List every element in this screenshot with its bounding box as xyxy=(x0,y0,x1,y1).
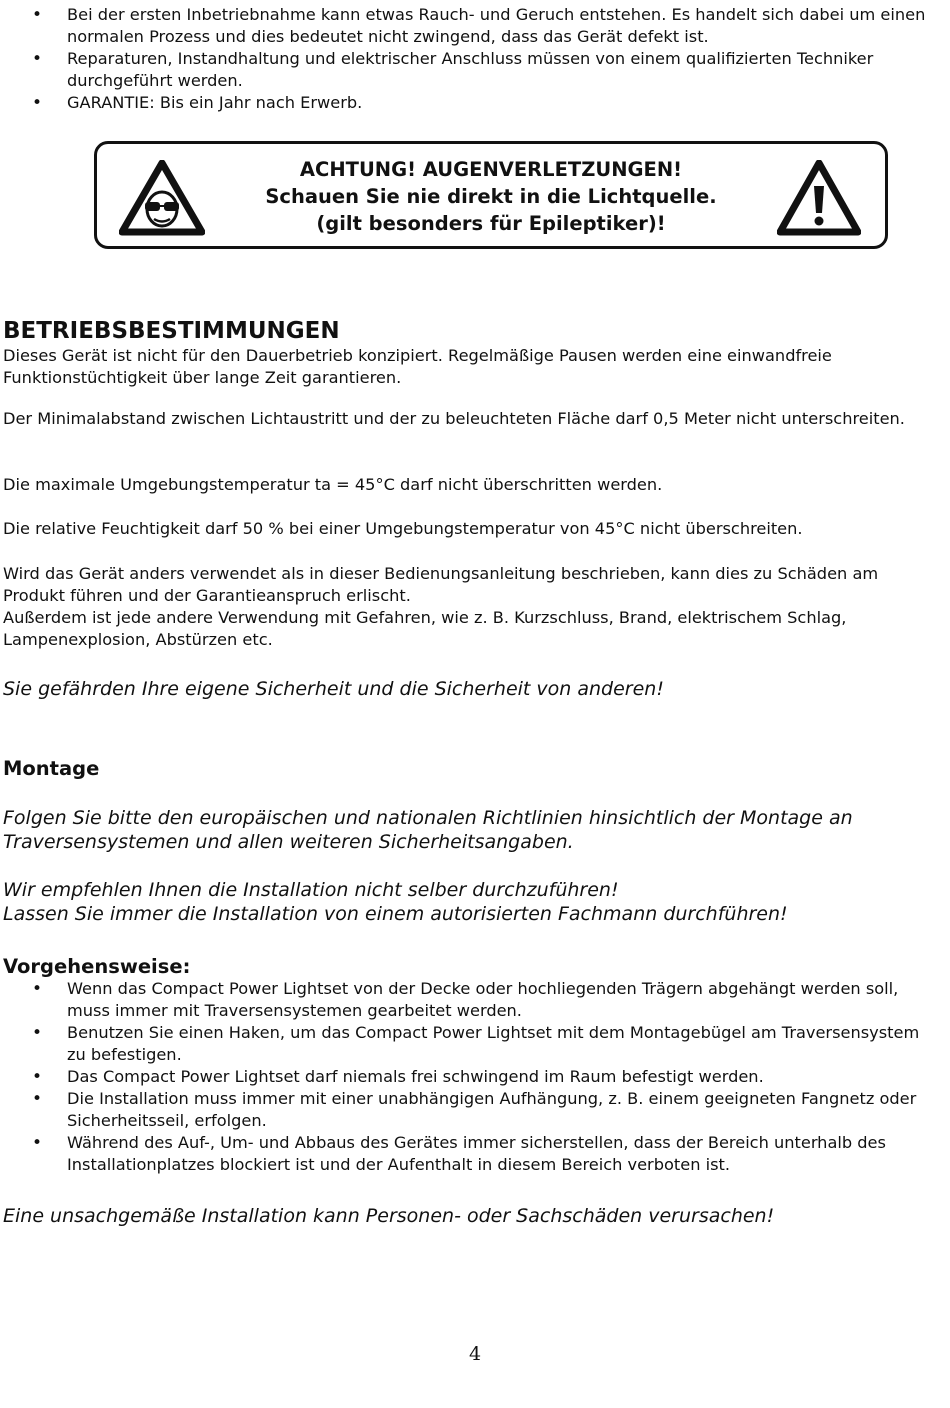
warning-line: ACHTUNG! AUGENVERLETZUNGEN! xyxy=(299,158,683,181)
exclamation-warning-icon xyxy=(777,160,861,236)
closing-note: Eine unsachgemäße Installation kann Personen- oder Sachschäden verursachen! xyxy=(3,1205,775,1227)
goggles-warning-icon xyxy=(119,160,205,236)
paragraph: Außerdem ist jede andere Verwendung mit Gefahren, wie z. B. Kurzschluss, Brand, elektrischem Schlag, Lampenexplosion, Abstürzen etc. xyxy=(3,608,847,649)
section-heading-betriebsbestimmungen: BETRIEBSBESTIMMUNGEN xyxy=(3,318,340,344)
list-item: • Wenn das Compact Power Lightset von der Decke oder hochliegenden Trägern abgehängt werden soll, muss immer mit Traversensystemen gearbeitet werden. xyxy=(0,978,930,1022)
warning-line: (gilt besonders für Epileptiker)! xyxy=(316,212,666,235)
section-heading-vorgehensweise: Vorgehensweise: xyxy=(3,955,191,978)
section-heading-montage: Montage xyxy=(3,757,100,780)
procedure-bullet-list xyxy=(0,978,930,1176)
paragraph: Dieses Gerät ist nicht für den Dauerbetrieb konzipiert. Regelmäßige Pausen werden eine einwandfreie Funktionstüchtigkeit über lange Zeit garantieren. xyxy=(3,346,832,387)
safety-note: Sie gefährden Ihre eigene Sicherheit und die Sicherheit von anderen! xyxy=(3,678,664,700)
paragraph: Wird das Gerät anders verwendet als in dieser Bedienungsanleitung beschrieben, kann dies zu Schäden am Produkt führen und der Garantieanspruch erlischt. xyxy=(3,564,879,605)
list-item: • Während des Auf-, Um- und Abbaus des Gerätes immer sicherstellen, dass der Bereich unterhalb des Installationplatzes blockiert ist und der Aufenthalt in diesem Bereich verboten ist. xyxy=(0,1132,930,1176)
list-item: • Die Installation muss immer mit einer unabhängigen Aufhängung, z. B. einem geeigneten Fangnetz oder Sicherheitsseil, erfolgen. xyxy=(0,1088,930,1132)
list-item: • Reparaturen, Instandhaltung und elektrischer Anschluss müssen von einem qualifizierten Techniker durchgeführt werden. xyxy=(0,48,930,92)
paragraph: Die relative Feuchtigkeit darf 50 % bei einer Umgebungstemperatur von 45°C nicht überschreiten. xyxy=(3,519,803,538)
page-number: 4 xyxy=(468,1343,482,1365)
intro-bullet-list xyxy=(0,4,930,114)
warning-line: Schauen Sie nie direkt in die Lichtquelle. xyxy=(265,185,717,208)
list-item: • Bei der ersten Inbetriebnahme kann etwas Rauch- und Geruch entstehen. Es handelt sich dabei um einen normalen Prozess und dies bedeutet nicht zwingend, dass das Gerät defekt ist. xyxy=(0,4,930,48)
paragraph: Die maximale Umgebungstemperatur ta = 45°C darf nicht überschritten werden. xyxy=(3,475,663,494)
list-item: • Benutzen Sie einen Haken, um das Compact Power Lightset mit dem Montagebügel am Traversensystem zu befestigen. xyxy=(0,1022,930,1066)
list-item: • GARANTIE: Bis ein Jahr nach Erwerb. xyxy=(0,92,930,114)
paragraph: Wir empfehlen Ihnen die Installation nicht selber durchzuführen! xyxy=(3,879,619,901)
paragraph: Der Minimalabstand zwischen Lichtaustritt und der zu beleuchteten Fläche darf 0,5 Meter nicht unterschreiten. xyxy=(3,409,905,428)
eye-injury-warning-box xyxy=(94,141,888,249)
paragraph: Lassen Sie immer die Installation von einem autorisierten Fachmann durchführen! xyxy=(3,903,788,925)
paragraph: Folgen Sie bitte den europäischen und nationalen Richtlinien hinsichtlich der Montage an Traversensystemen und allen weiteren Sicherheitsangaben. xyxy=(3,807,853,853)
warning-text xyxy=(247,156,735,237)
list-item: • Das Compact Power Lightset darf niemals frei schwingend im Raum befestigt werden. xyxy=(0,1066,930,1088)
